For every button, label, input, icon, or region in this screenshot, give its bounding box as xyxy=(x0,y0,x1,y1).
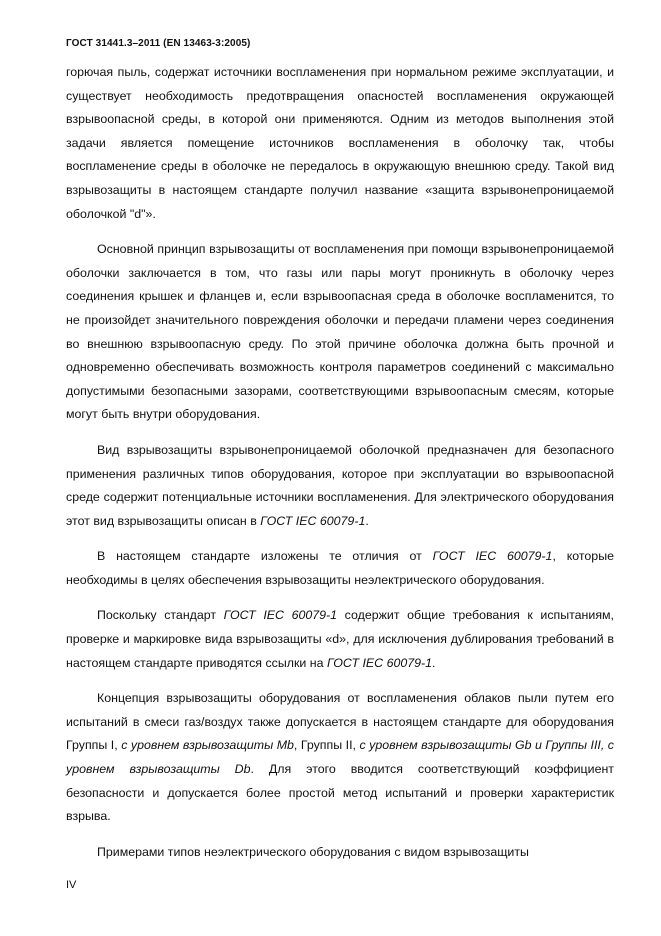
italic-text: ГОСТ IEC 60079-1 xyxy=(260,513,366,528)
text-run: . Для этого вводится соответствующий коэффициент безопасности и допускается более простой метод испытаний и проверки характеристик взрыва. xyxy=(66,762,614,824)
italic-text: ГОСТ IEC 60079-1 xyxy=(326,655,433,670)
paragraph-references xyxy=(66,604,614,675)
paragraph-dust-concept xyxy=(66,687,614,829)
text-run: Основной принцип взрывозащиты от воспламенения при помощи взрывонепроницаемой оболочки заключается в том, что газы или пары могут проникнуть в оболочку через соединения крышек и фланцев и, если взрывоопасная среда в оболочке воспламенится, то не произойдет значительного повреждения оболочки и передачи пламени через соединения во внешнюю взрывоопасную среду. По этой причине оболочка должна быть прочной и одновременно обеспечивать возможность контроля параметров соединений с максимально допустимыми безопасными зазорами, соответствующими взрывоопасным смесям, которые могут быть внутри оборудования. xyxy=(66,242,614,422)
italic-text: ГОСТ IEC 60079-1 xyxy=(223,608,338,623)
text-run: содержит общие требования к испытаниям, проверке и маркировке вида взрывозащиты «d», для исключения дублирования требований в настоящем стандарте приводятся ссылки на xyxy=(66,608,614,670)
text-run: горючая пыль, содержат источники воспламенения при нормальном режиме эксплуатации, и существует необходимость предотвращения опасностей воспламенения окружающей взрывоопасной среды, в которой они применяются. Одним из методов выполнения этой задачи является помещение источников воспламенения в оболочку так, чтобы воспламенение среды в оболочке не передалось в окружающую внешнюю среду. Такой вид взрывозащиты в настоящем стандарте получил название «защита взрывонепроницаемой оболочкой "d"». xyxy=(66,65,614,221)
document-header: ГОСТ 31441.3–2011 (EN 13463-3:2005) xyxy=(66,38,251,49)
document-body xyxy=(66,61,614,864)
paragraph-differences xyxy=(66,545,614,592)
text-run: Концепция взрывозащиты оборудования от воспламенения облаков пыли путем его испытаний в смеси газ/воздух также допускается в настоящем стандарте для оборудования Группы I, xyxy=(66,691,614,753)
italic-text: с уровнем взрывозащиты Gb и Группы III, с уровнем взрывозащиты Db xyxy=(66,738,614,777)
text-run: Примерами типов неэлектрического оборудования с видом взрывозащиты xyxy=(97,844,529,859)
italic-text: ГОСТ IEC 60079-1 xyxy=(432,549,553,564)
page-number: IV xyxy=(66,879,77,891)
text-run: В настоящем стандарте изложены те отличия от xyxy=(97,549,433,564)
paragraph-examples xyxy=(66,841,614,865)
paragraph-purpose xyxy=(66,439,614,533)
text-run: , которые необходимы в целях обеспечения взрывозащиты неэлектрического оборудования. xyxy=(66,549,614,587)
text-run: . xyxy=(432,655,436,670)
text-run: Вид взрывозащиты взрывонепроницаемой оболочкой предназначен для безопасного применения различных типов оборудования, которое при эксплуатации во взрывоопасной среде содержит потенциальные источники воспламенения. Для электрического оборудования этот вид взрывозащиты описан в xyxy=(66,442,614,528)
text-run: Поскольку стандарт xyxy=(97,608,224,623)
paragraph-principle xyxy=(66,238,614,427)
paragraph-continuation xyxy=(66,61,614,226)
text-run: , Группы II, xyxy=(293,738,360,753)
text-run: . xyxy=(365,513,369,528)
italic-text: с уровнем взрывозащиты Mb xyxy=(121,738,294,753)
